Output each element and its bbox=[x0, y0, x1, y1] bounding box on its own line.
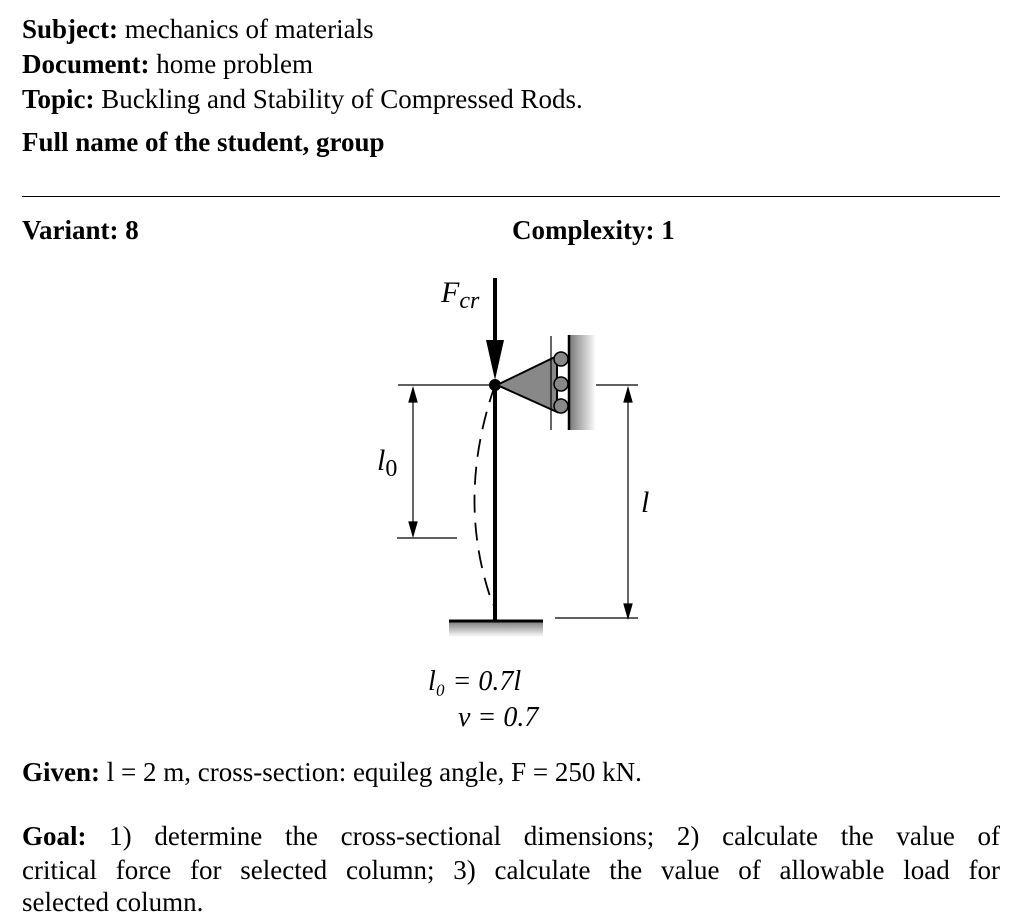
document-value: home problem bbox=[156, 49, 313, 79]
wall bbox=[569, 335, 596, 430]
complexity-label: Complexity: 1 bbox=[512, 215, 675, 245]
l-dimension bbox=[555, 388, 638, 618]
rollers bbox=[554, 352, 568, 413]
effective-length-formula: l₀ = 0.7l bbox=[428, 666, 522, 697]
subject-value: mechanics of materials bbox=[124, 14, 374, 44]
document-label: Document: bbox=[22, 49, 150, 79]
goal-line-1 bbox=[22, 819, 1000, 853]
given-line bbox=[22, 757, 642, 788]
given-label: Given: bbox=[22, 757, 100, 787]
l0-label: $l_0$ bbox=[377, 444, 398, 482]
goal-line-3: selected column. bbox=[22, 887, 204, 917]
buckled-shape bbox=[474, 385, 495, 605]
l0-dimension bbox=[397, 388, 457, 538]
coefficient-formula: v = 0.7 bbox=[458, 702, 539, 733]
force-label: $F_{cr}$ bbox=[441, 276, 480, 314]
roller-support bbox=[497, 356, 557, 412]
subject-label: Subject: bbox=[22, 14, 118, 44]
goal-label: Goal: bbox=[22, 821, 87, 851]
variant-label: Variant: 8 bbox=[22, 215, 139, 245]
goal-line-2: critical force for selected column; 3) calculate the value of allowable load for bbox=[22, 855, 1000, 885]
student-line: Full name of the student, group bbox=[22, 127, 385, 157]
l-label: l bbox=[641, 486, 650, 519]
force-arrow bbox=[486, 278, 504, 380]
topic-label: Topic: bbox=[22, 84, 95, 114]
ground bbox=[449, 621, 543, 637]
goal-text-1: 1) determine the cross-sectional dimensions; 2) calculate the value of bbox=[86, 821, 1000, 851]
topic-value: Buckling and Stability of Compressed Rods. bbox=[101, 84, 583, 114]
given-text: l = 2 m, cross-section: equileg angle, F = 250 kN. bbox=[100, 757, 642, 787]
